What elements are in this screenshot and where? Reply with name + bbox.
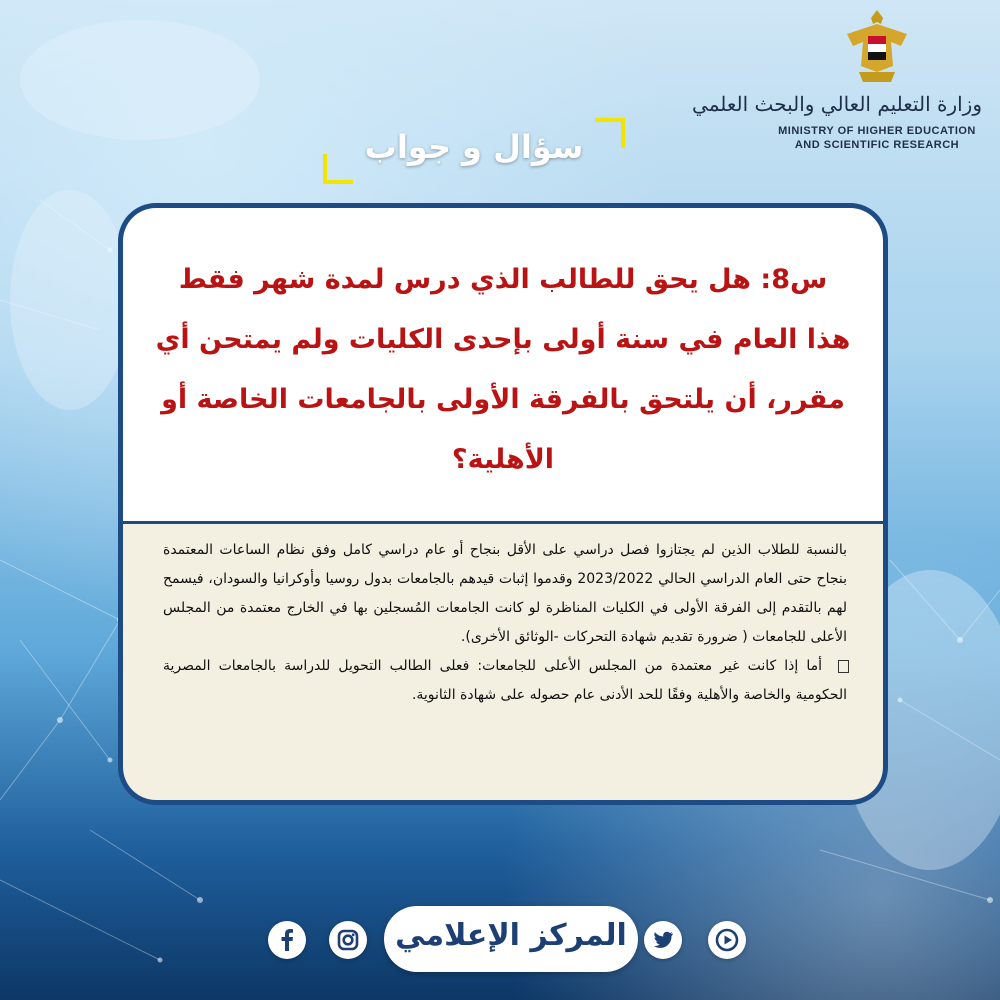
bullet-box-icon: [838, 660, 849, 673]
ministry-name-english-line2: AND SCIENTIFIC RESEARCH: [794, 139, 960, 151]
question-text: س8: هل يحق للطالب الذي درس لمدة شهر فقط هذا العام في سنة أولى بإحدى الكليات ولم يمتحن أي مقرر، أن يلتحق بالفرقة الأولى بالجامعات الخاصة أو الأهلية؟: [155, 264, 851, 475]
answer-bullet-item: [163, 652, 847, 710]
facebook-icon[interactable]: [268, 921, 306, 959]
ministry-logo: [692, 6, 982, 152]
question-card: [118, 203, 888, 521]
youtube-icon[interactable]: [708, 921, 746, 959]
answer-paragraph-1: بالنسبة للطلاب الذين لم يجتازوا فصل دراسي على الأقل بنجاح أو عام دراسي كامل وفق نظام الساعات المعتمدة بنجاح حتى العام الدراسي الحالي 2023/2022 وقدموا إثبات قيدهم بالجامعات بدول روسيا وأوكرانيا والسودان، فيسمح لهم بالتقدم إلى الفرقة الأولى في الكليات المناظرة لو كانت الجامعات المُسجلين بها في الخارج معتمدة من المجلس الأعلى للجامعات ( ضرورة تقديم شهادة التحركات -الوثائق الأخرى).: [163, 542, 847, 645]
ministry-name-arabic: وزارة التعليم العالي والبحث العلمي: [692, 92, 982, 116]
instagram-icon[interactable]: [329, 921, 367, 959]
answer-paragraph-2: أما إذا كانت غير معتمدة من المجلس الأعلى للجامعات: فعلى الطالب التحويل للدراسة بالجامعات المصرية الحكومية والخاصة والأهلية وفقًا للحد الأدنى عام حصوله على شهادة الثانوية.: [163, 658, 847, 703]
answer-card: [118, 521, 888, 805]
section-title: سؤال و جواب: [364, 128, 584, 166]
twitter-icon[interactable]: [644, 921, 682, 959]
media-center-label: المركز الإعلامي: [395, 918, 627, 953]
ministry-name-english: [772, 124, 982, 152]
eagle-emblem-icon: [841, 6, 913, 90]
ministry-name-english-line1: MINISTRY OF HIGHER EDUCATION: [778, 125, 976, 137]
media-center-badge: [384, 906, 638, 972]
answer-body: [163, 536, 847, 710]
section-title-frame: [323, 118, 625, 184]
